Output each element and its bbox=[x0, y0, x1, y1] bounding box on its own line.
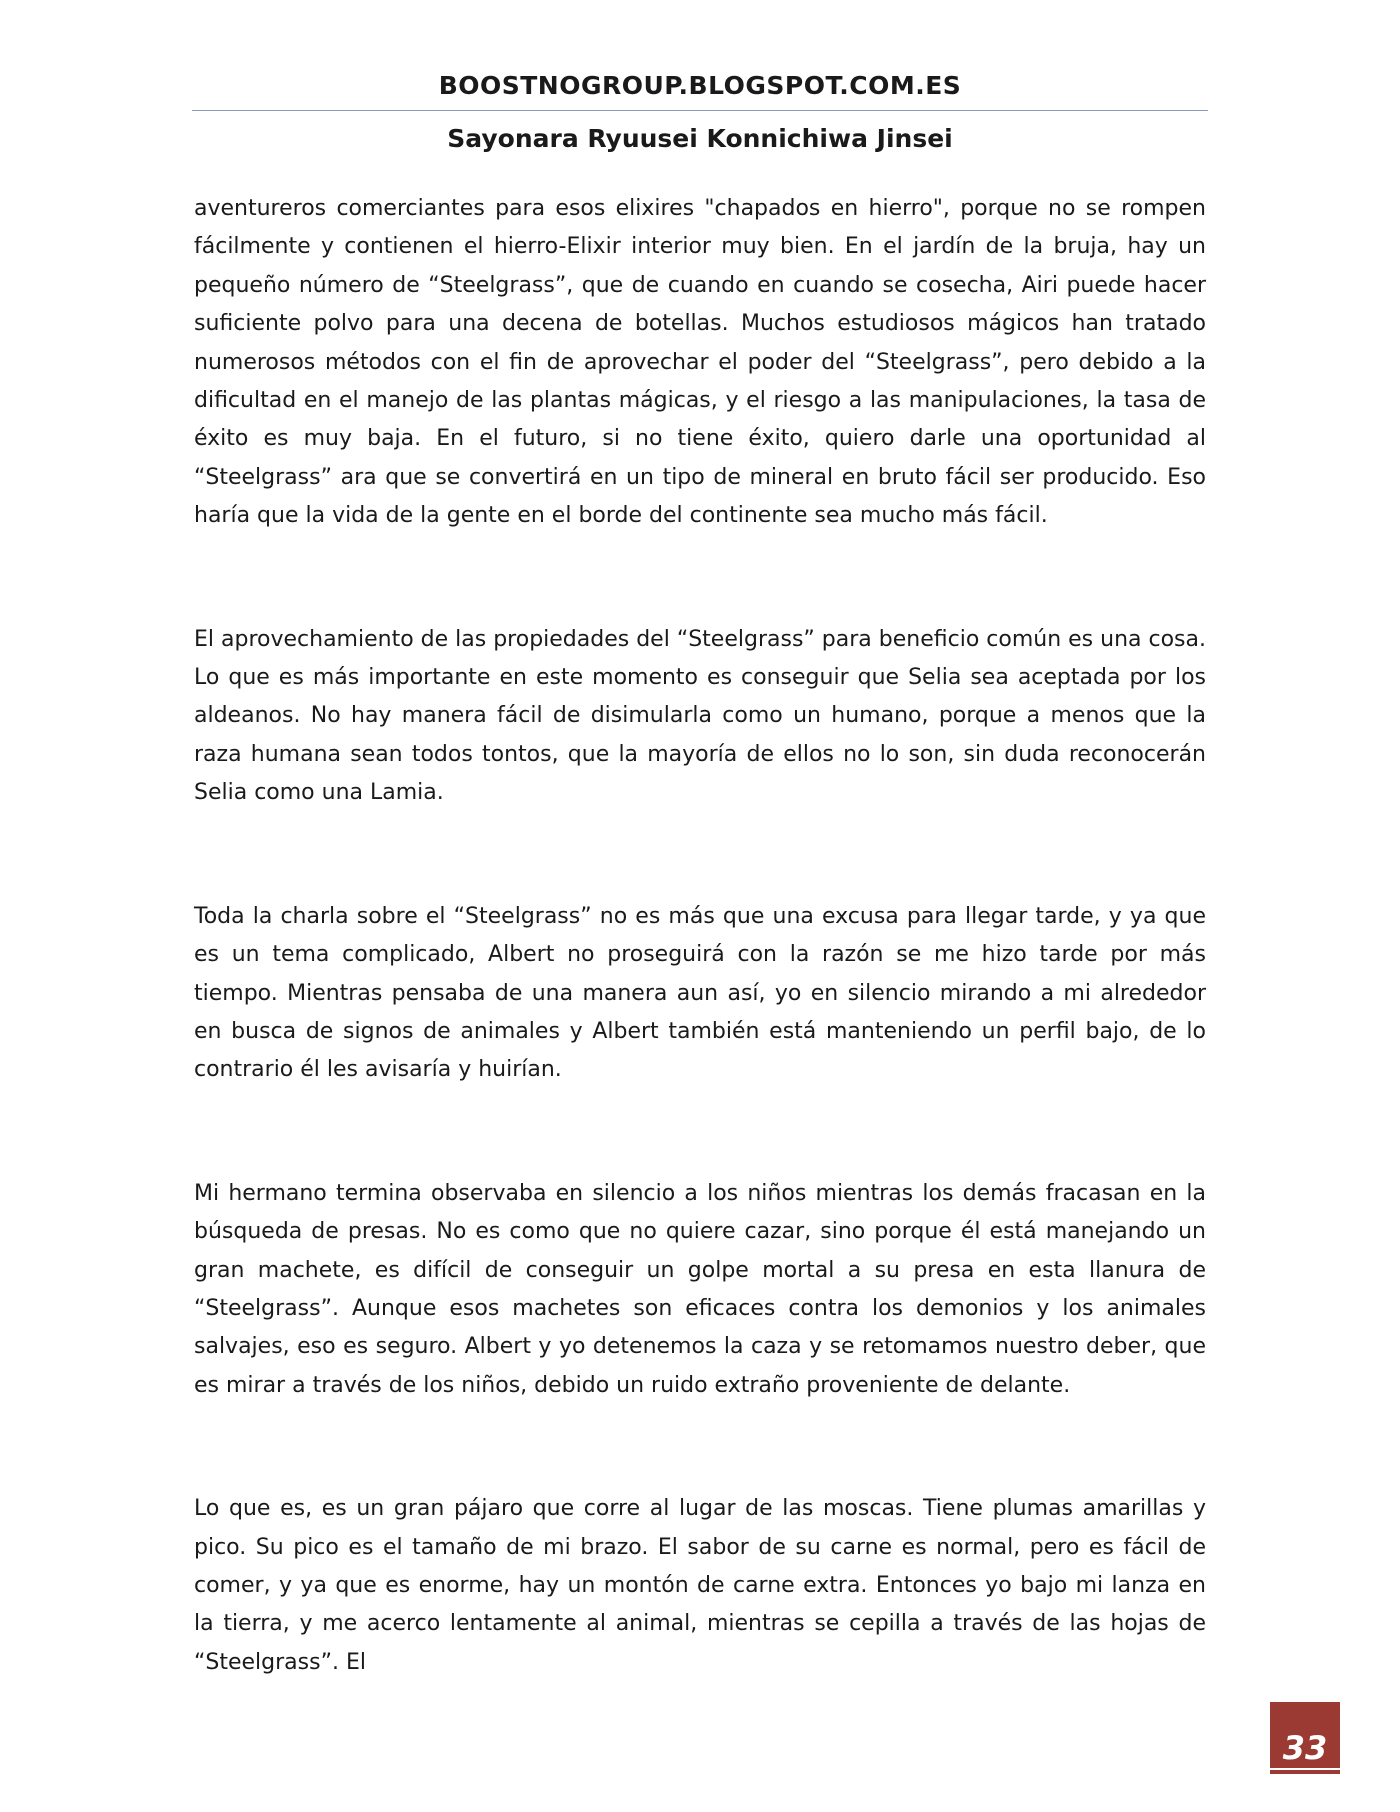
page-header bbox=[192, 66, 1208, 159]
header-divider bbox=[192, 110, 1208, 111]
page-number-underline bbox=[1270, 1768, 1340, 1770]
page-number-badge bbox=[1270, 1702, 1340, 1774]
page-number: 33 bbox=[1282, 1729, 1328, 1767]
page-body bbox=[194, 190, 1206, 1682]
paragraph-2: El aprovechamiento de las propiedades del “Steelgrass” para beneficio común es una cosa. Lo que es más importante en este momento es conseguir que Selia sea aceptada por los aldeanos. No hay manera fácil de disimularla como un humano, porque a menos que la raza humana sean todos tontos, que la mayoría de ellos no lo son, sin duda reconocerán Selia como una Lamia. bbox=[194, 626, 1206, 806]
paragraph-3: Toda la charla sobre el “Steelgrass” no es más que una excusa para llegar tarde, y ya que es un tema complicado, Albert no proseguirá con la razón se me hizo tarde por más tiempo. Mientras pensaba de una manera aun así, yo en silencio mirando a mi alrededor en busca de signos de animales y Albert también está manteniendo un perfil bajo, de lo contrario él les avisaría y huirían. bbox=[194, 903, 1206, 1083]
book-title: Sayonara Ryuusei Konnichiwa Jinsei bbox=[447, 124, 953, 153]
site-title: BOOSTNOGROUP.BLOGSPOT.COM.ES bbox=[438, 71, 962, 100]
paragraph-4: Mi hermano termina observaba en silencio a los niños mientras los demás fracasan en la búsqueda de presas. No es como que no quiere cazar, sino porque él está manejando un gran machete, es difícil de conseguir un golpe mortal a su presa en esta llanura de “Steelgrass”. Aunque esos machetes son eficaces contra los demonios y los animales salvajes, eso es seguro. Albert y yo detenemos la caza y se retomamos nuestro deber, que es mirar a través de los niños, debido un ruido extraño proveniente de delante. bbox=[194, 1180, 1206, 1398]
paragraph-5: Lo que es, es un gran pájaro que corre al lugar de las moscas. Tiene plumas amarillas y pico. Su pico es el tamaño de mi brazo. El sabor de su carne es normal, pero es fácil de comer, y ya que es enorme, hay un montón de carne extra. Entonces yo bajo mi lanza en la tierra, y me acerco lentamente al animal, mientras se cepilla a través de las hojas de “Steelgrass”. El bbox=[194, 1496, 1206, 1675]
paragraph-1: aventureros comerciantes para esos elixires "chapados en hierro", porque no se rompen fácilmente y contienen el hierro-Elixir interior muy bien. En el jardín de la bruja, hay un pequeño número de “Steelgrass”, que de cuando en cuando se cosecha, Airi puede hacer suficiente polvo para una decena de botellas. Muchos estudiosos mágicos han tratado numerosos métodos con el fin de aprovechar el poder del “Steelgrass”, pero debido a la dificultad en el manejo de las plantas mágicas, y el riesgo a las manipulaciones, la tasa de éxito es muy baja. En el futuro, si no tiene éxito, quiero darle una oportunidad al “Steelgrass” ara que se convertirá en un tipo de mineral en bruto fácil ser producido. Eso haría que la vida de la gente en el borde del continente sea mucho más fácil. bbox=[194, 196, 1206, 529]
